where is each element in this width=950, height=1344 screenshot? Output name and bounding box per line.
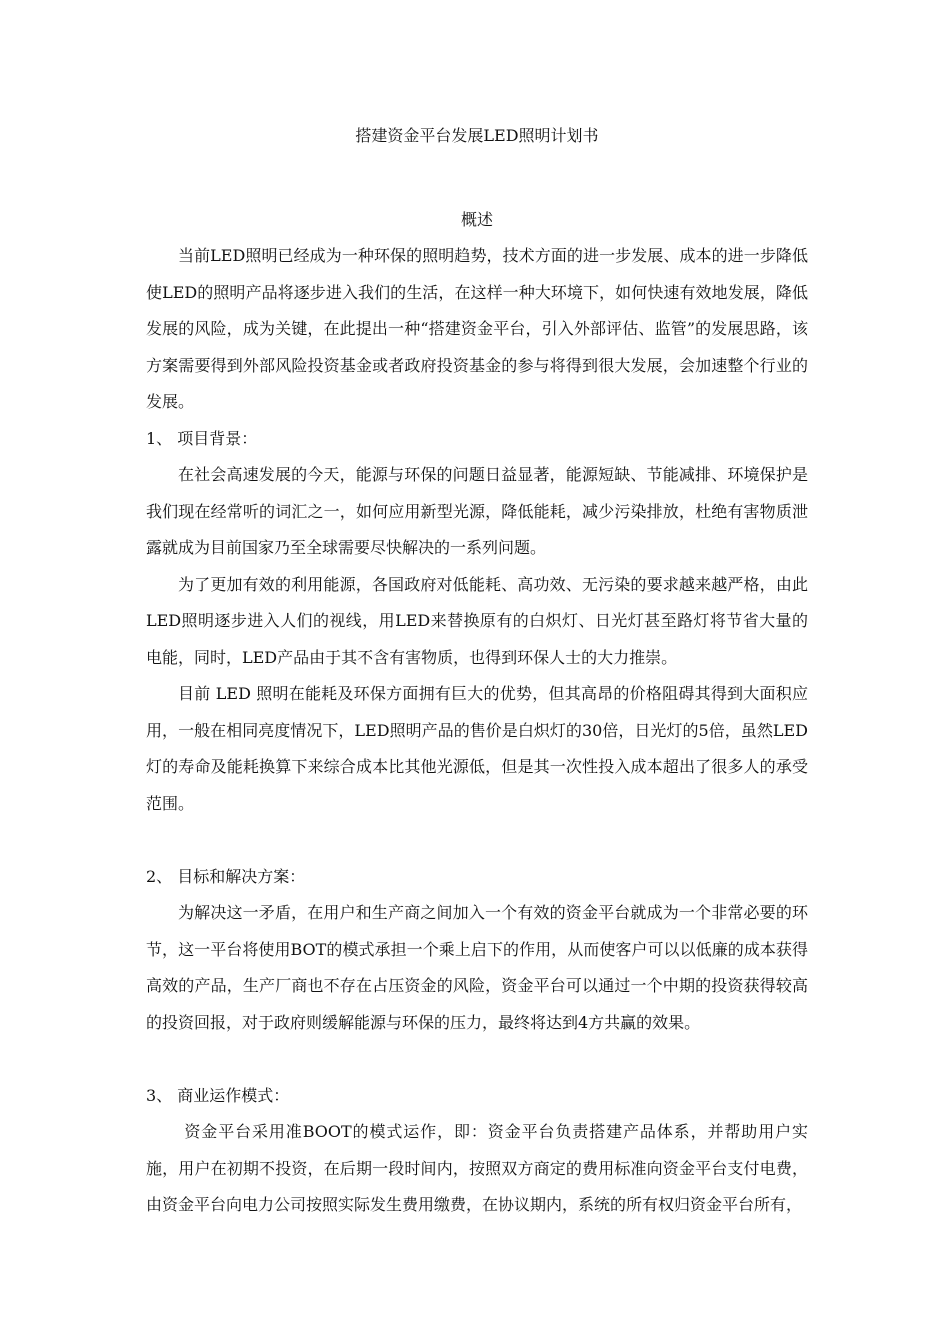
section-3-paragraph-1: 资金平台采用准BOOT的模式运作，即：资金平台负责搭建产品体系，并帮助用户实施，用户在初期不投资，在后期一段时间内，按照双方商定的费用标准向资金平台支付电费，由资金平台向电力公司按照实际发生费用缴费，在协议期内，系统的所有权归资金平台所有， [146, 1122, 808, 1214]
overview-heading: 概述 [460, 210, 493, 229]
spacer [146, 154, 808, 202]
spacer [146, 822, 808, 859]
section-2-heading: 2、 目标和解决方案： [146, 866, 306, 886]
document-title: 搭建资金平台发展LED照明计划书 [355, 126, 599, 145]
spacer [146, 1041, 808, 1078]
section-2-paragraph-1: 为解决这一矛盾，在用户和生产商之间加入一个有效的资金平台就成为一个非常必要的环节，这一平台将使用BOT的模式承担一个乘上启下的作用，从而使客户可以以低廉的成本获得高效的产品，生产厂商也不存在占压资金的风险，资金平台可以通过一个中期的投资获得较高的投资回报，对于政府则缓解能源与环保的压力，最终将达到4方共赢的效果。 [146, 903, 808, 1032]
section-1-paragraph-1: 在社会高速发展的今天，能源与环保的问题日益显著，能源短缺、节能减排、环境保护是我们现在经常听的词汇之一，如何应用新型光源，降低能耗，减少污染排放，杜绝有害物质泄露就成为目前国家乃至全球需要尽快解决的一系列问题。 [146, 465, 808, 557]
section-1-paragraph-2: 为了更加有效的利用能源，各国政府对低能耗、高功效、无污染的要求越来越严格，由此LED照明逐步进入人们的视线，用LED来替换原有的白炽灯、日光灯甚至路灯将节省大量的电能，同时，LED产品由于其不含有害物质，也得到环保人士的大力推崇。 [146, 574, 808, 667]
overview-paragraph: 当前LED照明已经成为一种环保的照明趋势，技术方面的进一步发展、成本的进一步降低使LED的照明产品将逐步进入我们的生活，在这样一种大环境下，如何快速有效地发展，降低发展的风险，成为关键，在此提出一种“搭建资金平台，引入外部评估、监管”的发展思路，该方案需要得到外部风险投资基金或者政府投资基金的参与将得到很大发展，会加速整个行业的发展。 [146, 246, 808, 411]
document-body [146, 118, 808, 1224]
section-1-heading: 1、 项目背景： [146, 428, 258, 448]
section-3-heading: 3、 商业运作模式： [146, 1085, 290, 1105]
section-1-paragraph-3: 目前 LED 照明在能耗及环保方面拥有巨大的优势，但其高昂的价格阻碍其得到大面积应用，一般在相同亮度情况下，LED照明产品的售价是白炽灯的30倍，日光灯的5倍，虽然LED灯的寿命及能耗换算下来综合成本比其他光源低，但是其一次性投入成本超出了很多人的承受范围。 [146, 684, 808, 813]
